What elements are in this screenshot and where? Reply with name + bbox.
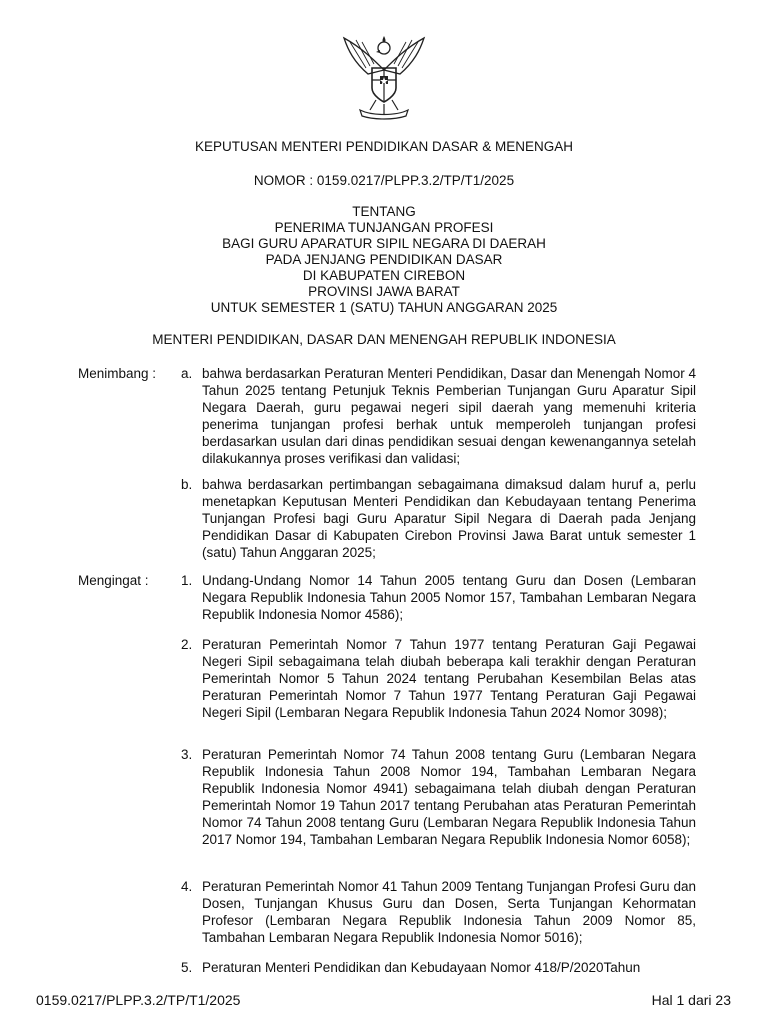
item-marker: 1.	[181, 573, 193, 588]
subject-line: BAGI GURU APARATUR SIPIL NEGARA DI DAERAH	[222, 236, 546, 251]
subject-line: PADA JENJANG PENDIDIKAN DASAR	[265, 252, 503, 267]
item-marker: b.	[181, 477, 193, 492]
decree-number: NOMOR : 0159.0217/PLPP.3.2/TP/T1/2025	[253, 173, 515, 188]
mengingat-label: Mengingat :	[78, 573, 149, 588]
subject-line: UNTUK SEMESTER 1 (SATU) TAHUN ANGGARAN 2025	[210, 300, 558, 315]
subject-line: PROVINSI JAWA BARAT	[308, 284, 460, 299]
decree-subject	[0, 204, 768, 316]
footer-page-number: Hal 1 dari 23	[651, 992, 731, 1008]
item-marker: a.	[181, 366, 193, 381]
minister-heading: MENTERI PENDIDIKAN, DASAR DAN MENENGAH REPUBLIK INDONESIA	[152, 332, 616, 347]
item-marker: 5.	[181, 960, 193, 975]
item-text: Undang-Undang Nomor 14 Tahun 2005 tentang Guru dan Dosen (Lembaran Negara Republik Indonesia Tahun 2005 Nomor 157, Tambahan Lembaran Negara Republik Indonesia Nomor 4586);	[202, 573, 696, 622]
subject-line: DI KABUPATEN CIREBON	[302, 268, 466, 283]
item-text: Peraturan Pemerintah Nomor 74 Tahun 2008 tentang Guru (Lembaran Negara Republik Indonesia Tahun 2008 Nomor 194, Tambahan Lembaran Negara Republik Indonesia Nomor 4941) sebagaimana telah diubah dengan Peraturan Pemerintah Nomor 19 Tahun 2017 tentang Perubahan atas Peraturan Pemerintah Nomor 74 Tahun 2008 tentang Guru (Lembaran Negara Republik Indonesia Tahun 2017 Nomor 194, Tambahan Lembaran Negara Republik Indonesia Nomor 6058);	[202, 747, 696, 847]
item-text: bahwa berdasarkan Peraturan Menteri Pendidikan, Dasar dan Menengah Nomor 4 Tahun 2025 tentang Petunjuk Teknis Pemberian Tunjangan Guru Aparatur Sipil Negara Daerah, guru pegawai negeri sipil daerah yang memenuhi kriteria penerima tunjangan profesi berhak untuk memperoleh tunjangan profesi berdasarkan usulan dari dinas pendidikan sesuai dengan kewenangannya setelah dilakukannya proses verifikasi dan validasi;	[202, 366, 696, 466]
item-text: bahwa berdasarkan pertimbangan sebagaimana dimaksud dalam huruf a, perlu menetapkan Keputusan Menteri Pendidikan dan Kebudayaan tentang Penerima Tunjangan Profesi bagi Guru Aparatur Sipil Negara di Daerah pada Jenjang Pendidikan Dasar di Kabupaten Cirebon Provinsi Jawa Barat untuk semester 1 (satu) Tahun Anggaran 2025;	[202, 477, 696, 560]
item-marker: 3.	[181, 747, 193, 762]
item-text: Peraturan Pemerintah Nomor 41 Tahun 2009 Tentang Tunjangan Profesi Guru dan Dosen, Tunjangan Khusus Guru dan Dosen, Serta Tunjangan Kehormatan Profesor (Lembaran Negara Republik Indonesia Tahun 2009 Nomor 85, Tambahan Lembaran Negara Republik Indonesia Nomor 5016);	[202, 879, 696, 945]
menimbang-label: Menimbang :	[78, 366, 157, 381]
decree-title: KEPUTUSAN MENTERI PENDIDIKAN DASAR & MENENGAH	[194, 139, 574, 154]
footer-doc-number: 0159.0217/PLPP.3.2/TP/T1/2025	[36, 992, 241, 1008]
subject-line: PENERIMA TUNJANGAN PROFESI	[274, 220, 494, 235]
garuda-pancasila-emblem	[338, 30, 430, 120]
item-text: Peraturan Pemerintah Nomor 7 Tahun 1977 tentang Peraturan Gaji Pegawai Negeri Sipil sebagaimana telah diubah beberapa kali terakhir dengan Peraturan Pemerintah Nomor 5 Tahun 2024 tentang Perubahan Kesembilan Belas atas Peraturan Pemerintah Nomor 7 Tahun 1977 Tentang Peraturan Gaji Pegawai Negeri Sipil (Lembaran Negara Republik Indonesia Tahun 2024 Nomor 3098);	[202, 637, 696, 720]
item-marker: 4.	[181, 879, 193, 894]
subject-line: TENTANG	[352, 204, 416, 219]
item-marker: 2.	[181, 637, 193, 652]
item-text: Peraturan Menteri Pendidikan dan Kebudayaan Nomor 418/P/2020Tahun	[202, 960, 641, 975]
